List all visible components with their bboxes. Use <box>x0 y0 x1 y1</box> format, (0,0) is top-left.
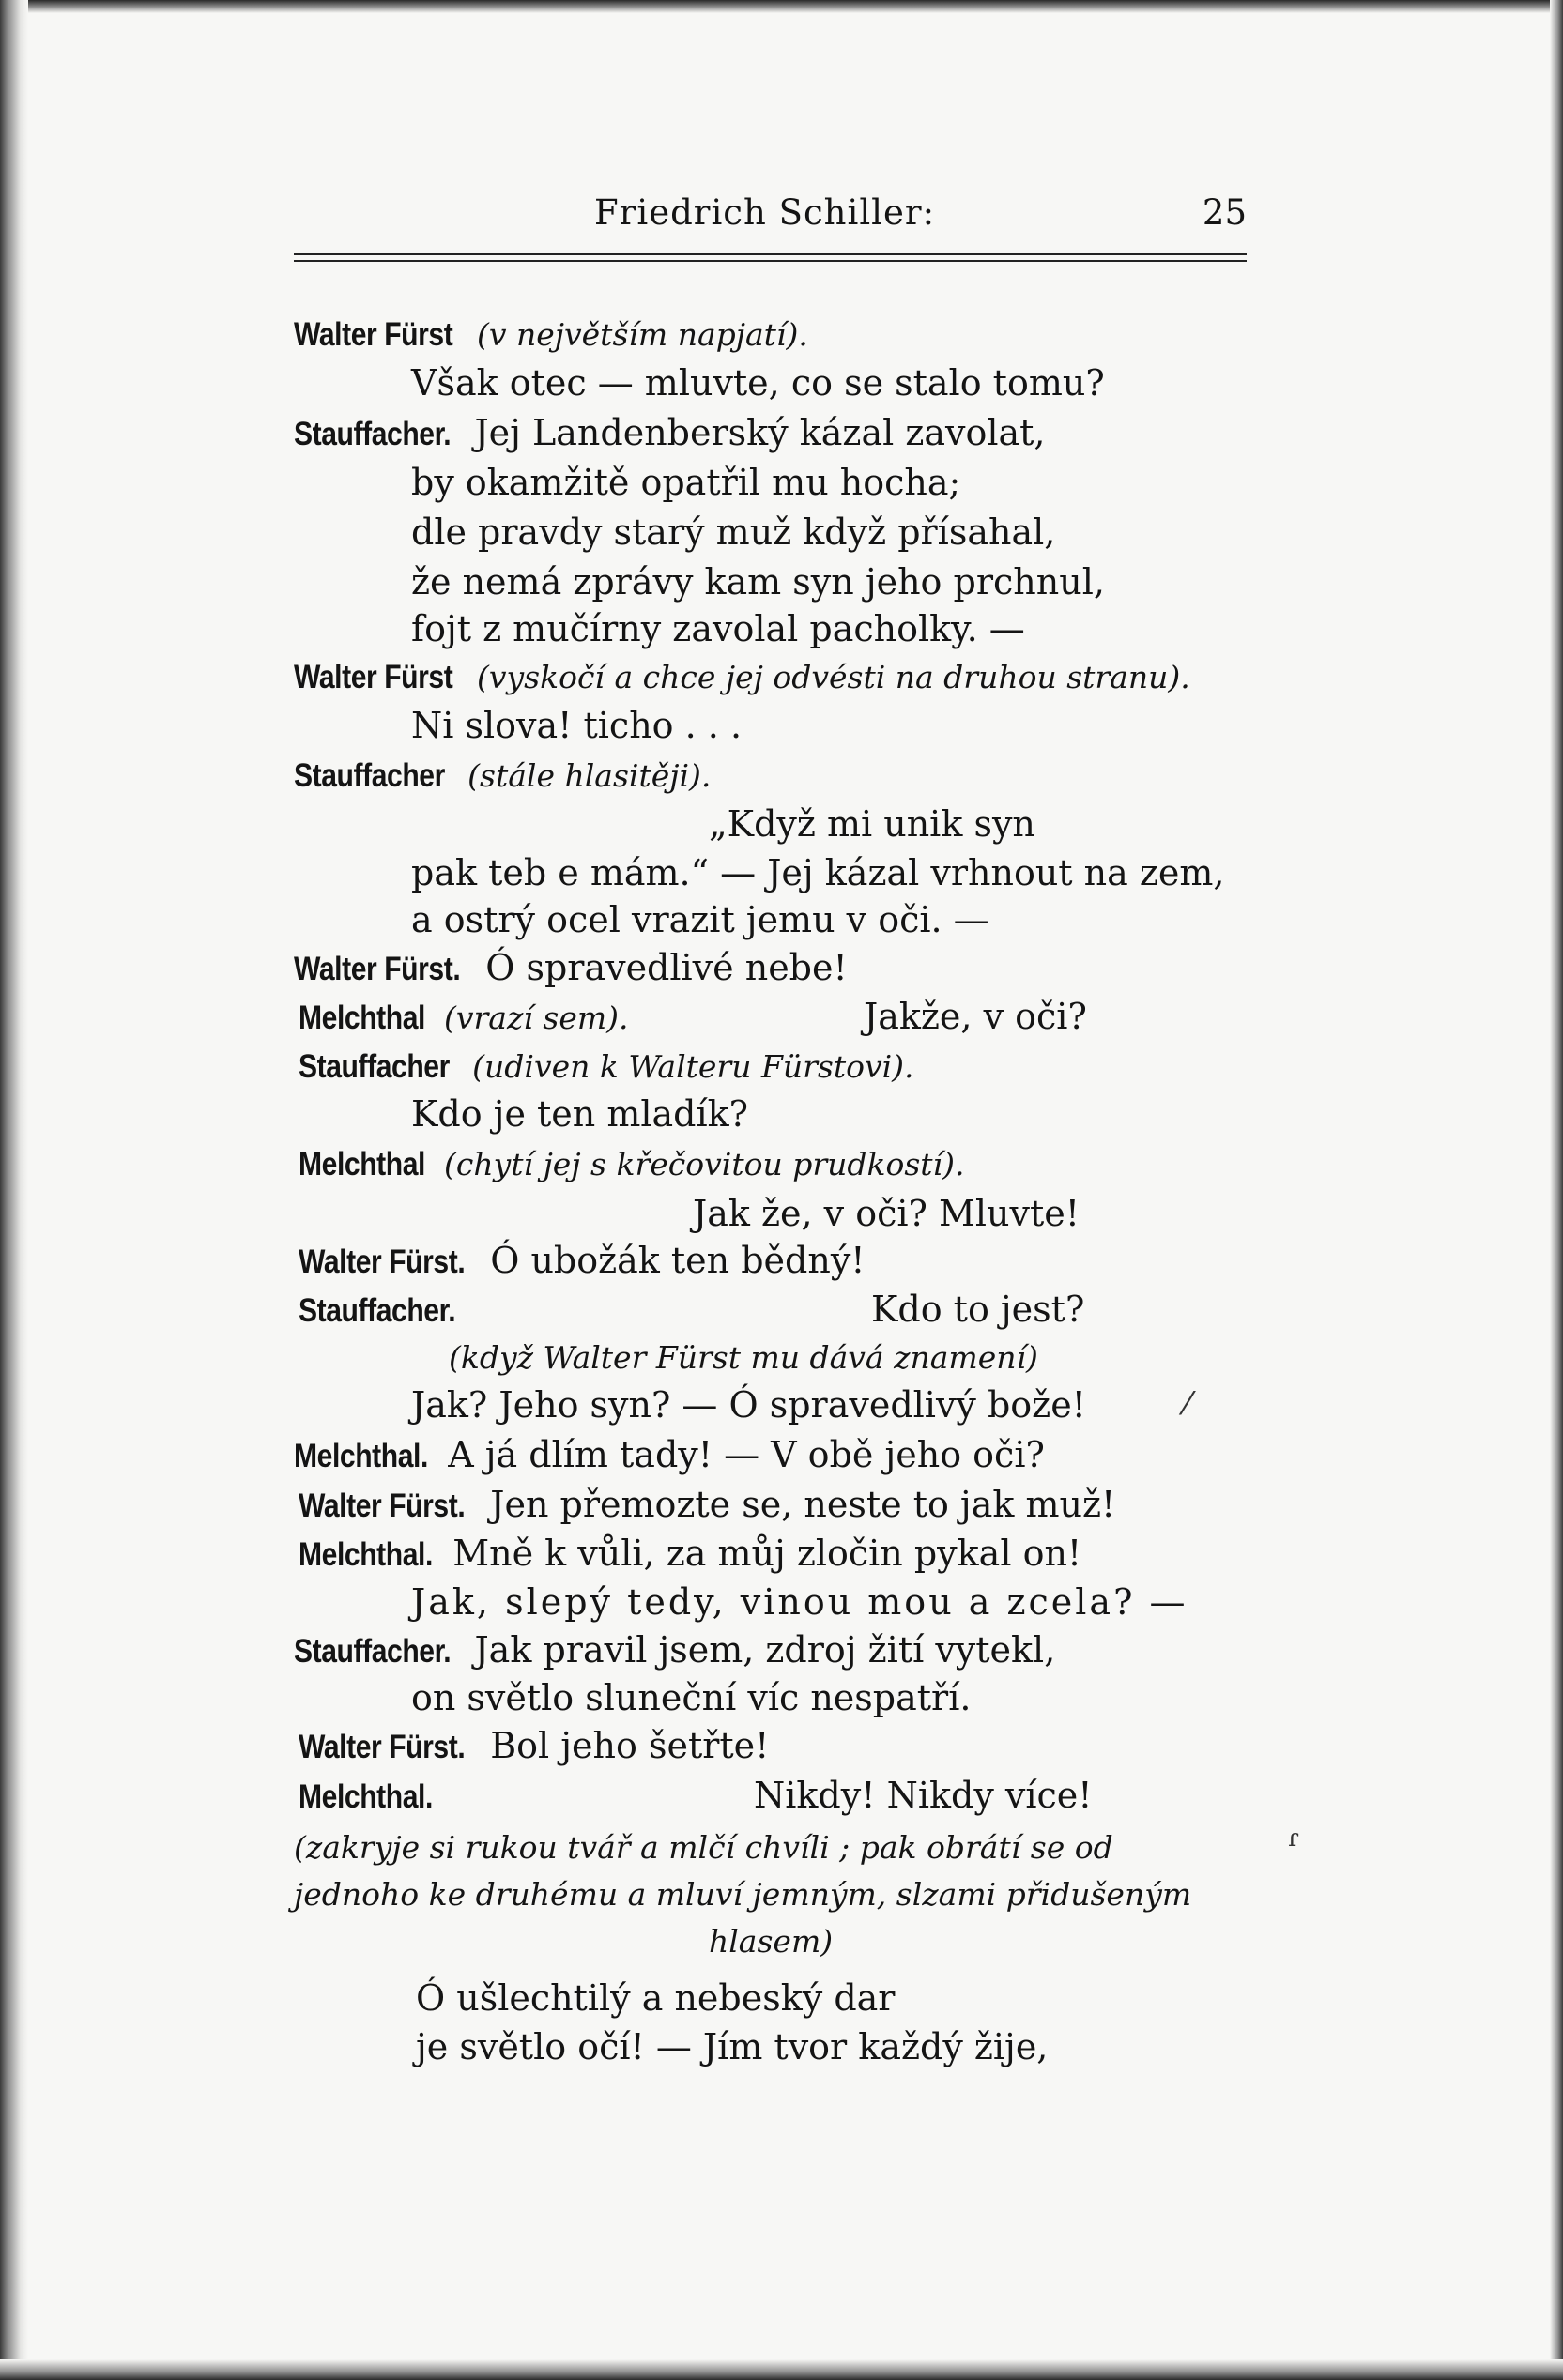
verse-text: Jakže, v oči? <box>864 996 1087 1037</box>
verse-text: Jak že, v oči? Mluvte! <box>693 1193 1080 1234</box>
verse-text: Bol jeho šetřte! <box>490 1725 770 1766</box>
verse-text: Jak? Jeho syn? — Ó spravedlivý bože! <box>411 1384 1086 1426</box>
stage-direction: (vrazí sem). <box>444 999 629 1036</box>
stage-direction: (chytí jej s křečovitou prudkostí). <box>444 1146 965 1182</box>
verse-text: Jej Landenberský kázal zavolat, <box>474 412 1046 453</box>
text-line <box>299 1481 1115 1530</box>
speaker-name: Walter Fürst <box>294 659 453 695</box>
verse-text: Nikdy! Nikdy více! <box>754 1775 1093 1816</box>
verse-text: Jak pravil jsem, zdroj žití vytekl, <box>474 1629 1056 1671</box>
verse-text: fojt z mučírny zavolal pacholky. — <box>411 608 1025 649</box>
text-line <box>294 1431 1045 1480</box>
text-line <box>411 459 960 506</box>
speaker-name: Stauffacher. <box>294 1633 452 1670</box>
verse-text: je světlo očí! — Jím tvor každý žije, <box>416 2026 1049 2067</box>
speaker-name: Walter Fürst. <box>294 951 461 987</box>
text-line <box>709 801 1035 847</box>
speaker-name: Walter Fürst <box>294 316 453 353</box>
text-line <box>411 1674 971 1721</box>
text-line <box>411 605 1025 652</box>
verse-text: „Když mi unik syn <box>709 803 1035 845</box>
speaker-name: Melchthal. <box>294 1438 428 1474</box>
text-line <box>294 1869 1191 1918</box>
text-line <box>294 652 1190 701</box>
verse-text: Ó ušlechtilý a nebeský dar <box>416 1977 896 2019</box>
text-line <box>294 751 711 800</box>
verse-text: Mně k vůli, za můj zločin pykal on! <box>452 1533 1082 1574</box>
verse-text: že nemá zprávy kam syn jeho prchnul, <box>411 561 1105 603</box>
text-line <box>299 1139 964 1188</box>
speaker-name: Walter Fürst. <box>299 1488 466 1524</box>
text-line <box>416 1975 895 2021</box>
text-line <box>411 849 1225 896</box>
stage-direction: (zakryje si rukou tvář a mlčí chvíli ; pak obrátí se od <box>294 1829 1113 1866</box>
verse-text: Jak, slepý tedy, vinou mou a zcela? — <box>411 1581 1188 1623</box>
verse-text: Ni slova! ticho . . . <box>411 705 743 746</box>
text-line <box>864 993 1087 1040</box>
text-line <box>871 1286 1084 1333</box>
verse-text: Ó ubožák ten bědný! <box>490 1240 866 1281</box>
stage-direction: (když Walter Fürst mu dává znamení) <box>449 1339 1038 1376</box>
verse-text: on světlo sluneční víc nespatří. <box>411 1677 972 1718</box>
text-line <box>411 702 742 749</box>
text-line <box>299 1237 866 1286</box>
verse-text: Ó spravedlivé nebe! <box>485 947 848 988</box>
text-line <box>299 1286 467 1335</box>
stage-direction: (v největším napjatí). <box>476 316 808 353</box>
speaker-name: Melchthal <box>299 999 425 1036</box>
text-line <box>416 2023 1048 2070</box>
speaker-name: Melchthal <box>299 1146 425 1182</box>
text-line <box>709 1916 833 1965</box>
text-line <box>299 1042 914 1091</box>
text-line <box>693 1190 1080 1237</box>
page-edge-top <box>0 0 1563 13</box>
speaker-name: Stauffacher. <box>294 416 452 452</box>
stage-direction: (stále hlasitěji). <box>467 757 712 794</box>
running-title: Friedrich Schiller: <box>594 192 936 233</box>
text-line <box>411 1091 748 1137</box>
speaker-name: Walter Fürst. <box>299 1243 466 1280</box>
verse-text: dle pravdy starý muž když přísahal, <box>411 511 1056 553</box>
verse-text: Kdo je ten mladík? <box>411 1093 749 1135</box>
text-line <box>754 1772 1093 1819</box>
text-line <box>299 1772 441 1821</box>
text-line <box>411 359 1105 406</box>
text-line <box>294 1823 1113 1871</box>
page-number: 25 <box>1202 192 1247 233</box>
page-edge-right <box>1550 0 1563 2380</box>
stage-direction: (vyskočí a chce jej odvésti na druhou stranu). <box>476 659 1190 695</box>
text-line <box>299 1530 1081 1579</box>
speaker-name: Stauffacher <box>294 757 445 794</box>
text-line <box>449 1333 1038 1381</box>
margin-mark: ɾ <box>1288 1824 1299 1853</box>
speaker-name: Stauffacher. <box>299 1292 456 1329</box>
text-line <box>294 1626 1055 1675</box>
speaker-name: Stauffacher <box>299 1048 450 1085</box>
text-line <box>294 310 808 359</box>
text-line <box>294 409 1046 458</box>
stage-direction: hlasem) <box>709 1923 834 1960</box>
text-line <box>411 896 989 943</box>
text-line <box>411 1579 1188 1625</box>
text-line <box>411 1381 1086 1428</box>
header-rule <box>294 253 1247 262</box>
verse-text: A já dlím tady! — V obě jeho oči? <box>448 1434 1045 1475</box>
page-edge-bottom <box>0 2359 1563 2380</box>
verse-text: Jen přemozte se, neste to jak muž! <box>490 1484 1116 1525</box>
pencil-mark: ⁄ <box>1185 1385 1190 1423</box>
text-line <box>299 993 629 1042</box>
verse-text: pak teb e mám.“ — Jej kázal vrhnout na zem, <box>411 852 1225 893</box>
speaker-name: Walter Fürst. <box>299 1729 466 1765</box>
page-edge-left <box>0 0 28 2380</box>
verse-text: Však otec — mluvte, co se stalo tomu? <box>411 362 1105 404</box>
page-header <box>294 192 1247 249</box>
stage-direction: jednoho ke druhému a mluví jemným, slzami přidušeným <box>294 1876 1192 1913</box>
text-line <box>411 509 1055 556</box>
verse-text: Kdo to jest? <box>871 1289 1085 1330</box>
speaker-name: Melchthal. <box>299 1536 433 1573</box>
stage-direction: (udiven k Walteru Fürstovi). <box>472 1048 914 1085</box>
text-line <box>299 1722 769 1771</box>
speaker-name: Melchthal. <box>299 1778 433 1815</box>
text-line <box>294 944 848 993</box>
verse-text: by okamžitě opatřil mu hocha; <box>411 462 961 503</box>
text-line <box>411 558 1105 605</box>
verse-text: a ostrý ocel vrazit jemu v oči. — <box>411 899 989 940</box>
